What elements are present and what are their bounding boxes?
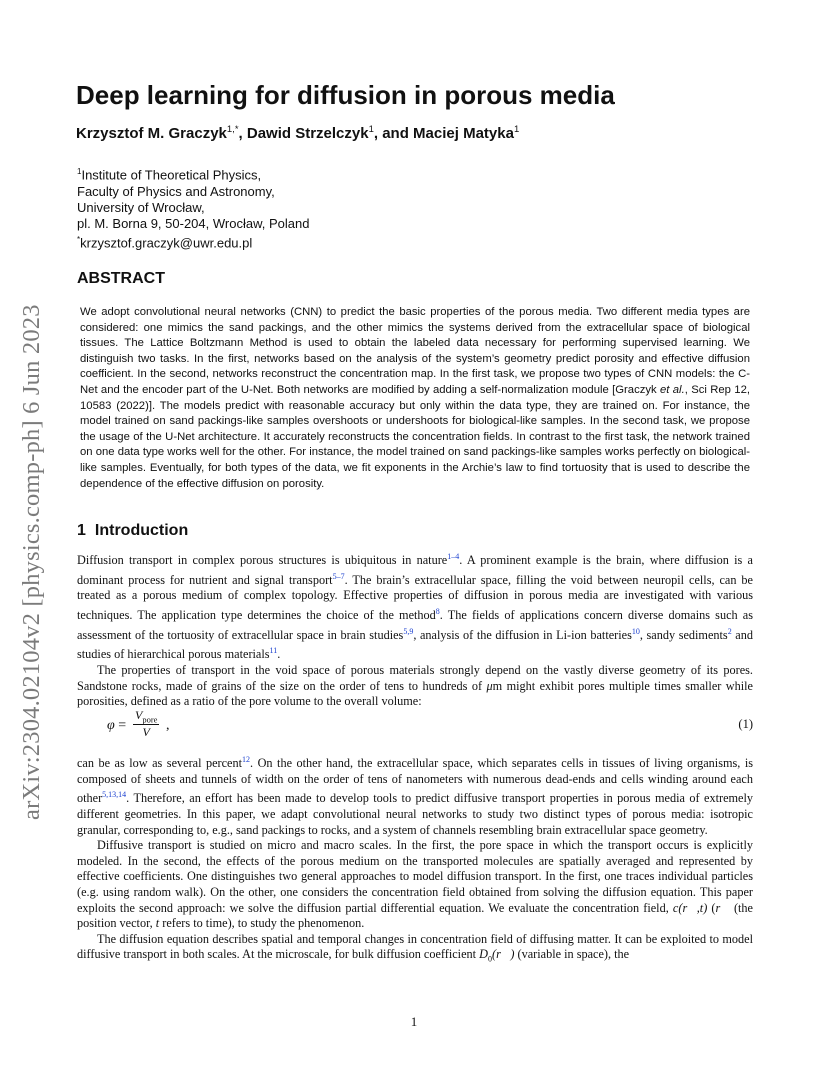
author-list <box>76 124 519 142</box>
citation-link[interactable]: 5,9 <box>403 626 414 636</box>
body-text-top <box>77 549 753 710</box>
citation-link[interactable]: 2 <box>727 626 732 636</box>
affiliation-line: Faculty of Physics and Astronomy, <box>77 183 275 199</box>
equation-lhs: φ = <box>107 718 127 733</box>
citation-link[interactable]: 12 <box>242 755 251 764</box>
paragraph: can be as low as several percent$^{12}$. On the other hand, the extracellular space, which separates cells in tissues of living organisms, is composed of sheets and tunnels of width on the order of tens of nanometers with numerous dead-ends and cells winding around each other$^{5,13,14}$. Therefore, an effort has been made to develop tools to predict diffusive transport properties in porous media of extremely different geometries. In this paper, we adapt convolutional neural networks to study two distinct types of porous media: isotropic granular, corresponding to, e.g., sand packings to rocks, and a system of channels resembling brain extracellular space geometry. <box>77 755 754 837</box>
fraction-denominator: V <box>142 725 150 740</box>
author-separator: , and <box>373 125 414 142</box>
section-heading <box>77 522 188 540</box>
section-number: 1 <box>77 522 86 539</box>
fraction-numerator: $V_{pore}$ <box>135 708 158 725</box>
corresponding-email <box>77 232 309 252</box>
paper-title: Deep learning for diffusion in porous media <box>76 80 615 110</box>
citation-link[interactable]: 5,13,14 <box>102 790 127 800</box>
citation-link[interactable]: 5–7 <box>332 571 345 581</box>
page-number: 1 <box>410 1014 418 1029</box>
section-title: Introduction <box>94 522 189 539</box>
author-name: Dawid Strzelczyk <box>246 125 369 142</box>
abstract-heading: ABSTRACT <box>77 270 165 287</box>
body-text-bottom <box>77 752 753 967</box>
equation-fraction <box>133 708 159 740</box>
affiliation-marker: 1,* <box>226 124 239 135</box>
equation-porosity: φ = $V_{pore}$ V , (1) <box>107 708 753 740</box>
author-name: Krzysztof M. Graczyk <box>76 125 227 142</box>
affiliation-line: $^1$Institute of Theoretical Physics, <box>77 167 262 183</box>
affiliation-marker: 1 <box>513 124 520 135</box>
citation-link[interactable]: 11 <box>269 646 278 656</box>
affiliation-block <box>77 164 309 252</box>
affiliation-marker: 1 <box>77 167 82 176</box>
citation-link[interactable]: 1–4 <box>447 552 460 561</box>
affiliation-line: pl. M. Borna 9, 50-204, Wrocław, Poland <box>77 215 310 231</box>
paragraph: Diffusion transport in complex porous structures is ubiquitous in nature$^{1-4}$. A prominent example is the brain, where diffusion is a dominant process for nutrient and signal transport$^{5-7}$. The brain’s extracellular space, filling the void between neuropil cells, can be treated as a porous medium of complex topology. Effective properties of diffusion in porous media are investigated with various techniques. The application type determines the choice of the method$^8$. The fields of applications concern diverse domains such as assessment of the tortuosity of extracellular space in brain studies$^{5,9}$, analysis of the diffusion in Li-ion batteries$^{10}$, sandy sediments$^2$ and studies of hierarchical porous materials$^{11}$. <box>77 552 753 662</box>
corresponding-marker: * <box>77 235 81 245</box>
paragraph: The properties of transport in the void space of porous materials strongly depend on the vastly diverse geometry of its pores. Sandstone rocks, made of grains of the size on the order of tens to hundreds of μm might exhibit pores multiple times smaller while porosities, defined as a ratio of the pore volume to the overall volume: <box>77 662 753 709</box>
affiliation-marker: 1 <box>368 124 374 135</box>
citation-link[interactable]: 10 <box>631 626 640 636</box>
citation-link[interactable]: 8 <box>435 606 440 616</box>
paragraph: Diffusive transport is studied on micro and macro scales. In the first, the pore space in which the transport occurs is explicitly modeled. In the second, the effects of the porous medium on the transported molecules are spatially averaged and represented by effective coefficients. One distinguishes two general approaches to model diffusion transport. In the first, one traces individual particles (e.g. using random walk). On the other, one considers the concentration field obtained from solving the diffusion equation. This paper exploits the second approach: we solve the diffusion partial differential equation. We evaluate the concentration field, c(r⃗,t) (r⃗ (the position vector, t refers to time), to study the phenomenon. <box>77 838 753 931</box>
abstract-text: We adopt convolutional neural networks (CNN) to predict the basic properties of the porous media. Two different media types are considered: one mimics the sand packings, and the other mimics the systems derived from the extracellular space of biological tissues. The Lattice Boltzmann Method is used to obtain the labeled data necessary for performing supervised learning. We distinguish two tasks. In the first, networks based on the analysis of the system’s geometry predict porosity and effective diffusion coefficient. In the second, networks reconstruct the concentration map. In the first task, we propose two types of CNN models: the C-Net and the encoder part of the U-Net. Both networks are modified by adding a self-normalization module [Graczyk et al., Sci Rep 12, 10583 (2022)]. The models predict with reasonable accuracy but only within the data type, they are trained on. For instance, the model trained on sand packings-like samples overshoots or undershoots for biological-like samples. In the second task, we propose the usage of the U-Net architecture. It accurately reconstructs the concentration fields. In contrast to the first task, the network trained on one data type works well for the other. For instance, the model trained on sand packings-like samples works perfectly on biological-like samples. Eventually, for both types of the data, we fit exponents in the Archie’s law to find tortuosity that is used to describe the dependence of the effective diffusion on porosity. <box>80 306 751 490</box>
affiliation-line: University of Wrocław, <box>77 199 205 215</box>
paragraph: The diffusion equation describes spatial and temporal changes in concentration field of diffusing matter. It can be exploited to model diffusive transport in both scales. At the microscale, for bulk diffusion coefficient $D_0(r⃗)$ (variable in space), the <box>77 931 753 964</box>
equation-number: (1) <box>738 717 753 731</box>
author-separator: , <box>238 125 247 142</box>
author-name: Maciej Matyka <box>413 125 514 142</box>
arxiv-identifier: arXiv:2304.02104v2 [physics.comp-ph] 6 Jun 2023 <box>18 304 45 820</box>
email-address: krzysztof.graczyk@uwr.edu.pl <box>80 235 253 251</box>
